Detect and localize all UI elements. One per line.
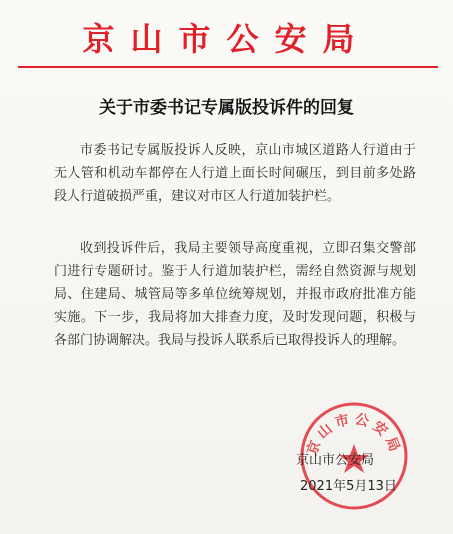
document-title: 关于市委书记专属版投诉件的回复	[99, 98, 354, 118]
letterhead-title: 京山市公安局	[82, 20, 371, 58]
svg-text:京山市公安局: 京山市公安局	[304, 411, 404, 458]
signature-organization: 京山市公安局	[296, 453, 375, 468]
paragraph-1: 市委书记专属版投诉人反映，京山市城区道路人行道由于无人管和机动车都停在人行道上面长时间碾压，到目前多处路段人行道破损严重，建议对市区人行道加装护栏。	[54, 143, 416, 204]
signature-date: 2021年5月13日	[300, 479, 397, 494]
letterhead-red-rule	[18, 66, 438, 68]
paragraph-2: 收到投诉件后，我局主要领导高度重视，立即召集交警部门进行专题研讨。鉴于人行道加装护栏，需经自然资源与规划局、住建局、城管局等多单位统筹规划，并报市政府批准方能实施。下一步，我局将加大排查力度，及时发现问题，积极与各部门协调解决。我局与投诉人联系后已取得投诉人的理解。	[54, 241, 416, 348]
